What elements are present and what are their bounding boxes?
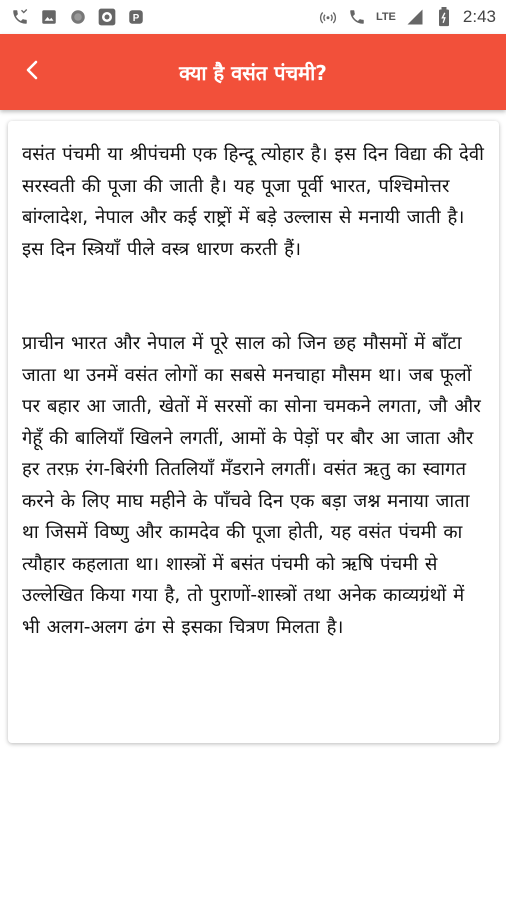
article-card xyxy=(8,121,499,743)
hotspot-icon xyxy=(318,7,338,27)
article-paragraph-2: प्राचीन भारत और नेपाल में पूरे साल को जिन छह मौसमों में बाँटा जाता था उनमें वसंत लोगों का सबसे मनचाहा मौसम था। जब फूलों पर बहार आ जाती, खेतों में सरसों का सोना चमकने लगता, जौ और गेहूँ की बालियाँ खिलने लगतीं, आमों के पेड़ों पर बौर आ जाता और हर तरफ़ रंग-बिरंगी तितलियाँ मँडराने लगतीं। वसंत ऋतु का स्वागत करने के लिए माघ महीने के पाँचवे दिन एक बड़ा जश्न मनाया जाता था जिसमें विष्णु और कामदेव की पूजा होती, यह वसंत पंचमी का त्यौहार कहलाता था। शास्त्रों में बसंत पंचमी को ऋषि पंचमी से उल्लेखित किया गया है, तो पुराणों-शास्त्रों तथा अनेक काव्यग्रंथों में भी अलग-अलग ढंग से इसका चित्रण मिलता है। xyxy=(22,333,481,638)
signal-icon xyxy=(405,7,425,27)
circle-icon xyxy=(68,7,88,27)
status-bar xyxy=(0,0,506,34)
page-title: क्या है वसंत पंचमी? xyxy=(179,60,327,85)
system-icons xyxy=(318,7,496,27)
notification-icons xyxy=(10,7,146,27)
parking-icon xyxy=(126,7,146,27)
battery-icon xyxy=(434,7,454,27)
svg-text:P: P xyxy=(132,12,140,24)
chevron-left-icon xyxy=(25,60,39,84)
image-icon xyxy=(39,7,59,27)
clock: 2:43 xyxy=(462,7,496,26)
back-button[interactable] xyxy=(14,54,50,90)
app-bar xyxy=(0,34,506,110)
wifi-call-icon xyxy=(347,7,367,27)
network-type: LTE xyxy=(375,11,396,23)
article-paragraph-1: वसंत पंचमी या श्रीपंचमी एक हिन्दू त्योहार है। इस दिन विद्या की देवी सरस्वती की पूजा की जाती है। यह पूजा पूर्वी भारत, पश्चिमोत्तर बांग्लादेश, नेपाल और कई राष्ट्रों में बड़े उल्लास से मनायी जाती है। इस दिन स्त्रियाँ पीले वस्त्र धारण करती हैं। xyxy=(22,144,484,260)
media-icon xyxy=(97,7,117,27)
phone-missed-icon xyxy=(10,7,30,27)
